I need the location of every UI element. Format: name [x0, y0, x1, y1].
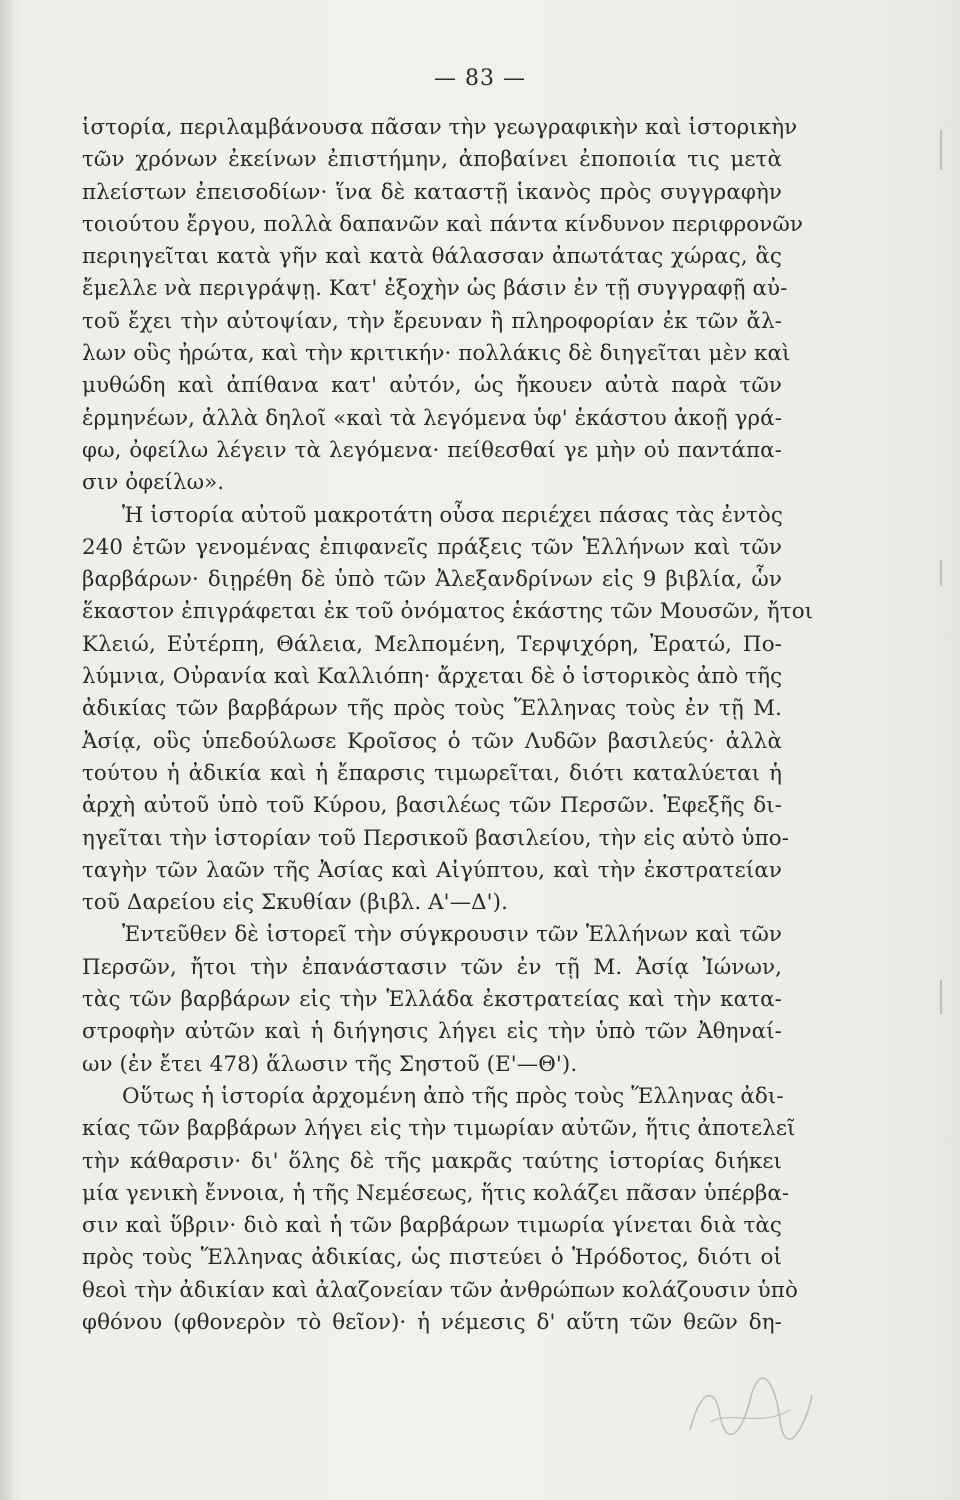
text-line: Περσῶν, ἤτοι τὴν ἐπανάστασιν τῶν ἐν τῇ Μ. Ἀσίᾳ Ἰώνων,	[82, 954, 782, 980]
page-number: — 83 —	[434, 66, 526, 91]
text-line: τοῦ ἔχει τὴν αὐτοψίαν, τὴν ἔρευναν ἢ πληροφορίαν ἐκ τῶν ἄλ-	[82, 308, 782, 334]
text-line: λύμνια, Οὐρανία καὶ Καλλιόπη· ἄρχεται δὲ ὁ ἱστορικὸς ἀπὸ τῆς	[82, 664, 783, 690]
text-line: θεοὶ τὴν ἀδικίαν καὶ ἀλαζονείαν τῶν ἀνθρώπων κολάζουσιν ὑπὸ	[82, 1277, 798, 1303]
text-line: πρὸς τοὺς Ἕλληνας ἀδικίας, ὡς πιστεύει ὁ Ἡρόδοτος, διότι οἱ	[82, 1245, 782, 1271]
text-line: σιν καὶ ὕβριν· διὸ καὶ ἡ τῶν βαρβάρων τιμωρία γίνεται διὰ τὰς	[82, 1213, 782, 1239]
text-line: ἑρμηνέων, ἀλλὰ δηλοῖ «καὶ τὰ λεγόμενα ὑφ' ἑκάστου ἀκοῇ γρά-	[82, 405, 783, 431]
text-line: κίας τῶν βαρβάρων λήγει εἰς τὴν τιμωρίαν αὐτῶν, ἥτις ἀποτελεῖ	[82, 1116, 796, 1142]
text-line: μία γενικὴ ἔννοια, ἡ τῆς Νεμέσεως, ἥτις κολάζει πᾶσαν ὑπέρβα-	[82, 1180, 790, 1206]
text-line: περιηγεῖται κατὰ γῆν καὶ κατὰ θάλασσαν ἀπωτάτας χώρας, ἃς	[82, 244, 782, 270]
text-line: Ἡ ἱστορία αὐτοῦ μακροτάτη οὖσα περιέχει πάσας τὰς ἐντὸς	[122, 502, 783, 528]
text-line: ἕκαστον ἐπιγράφεται ἐκ τοῦ ὀνόματος ἑκάστης τῶν Μουσῶν, ἤτοι	[82, 599, 814, 625]
text-line: πλείστων ἐπεισοδίων· ἵνα δὲ καταστῇ ἱκανὸς πρὸς συγγραφὴν	[82, 179, 782, 205]
body-text	[82, 112, 814, 1339]
text-line: ἀδικίας τῶν βαρβάρων τῆς πρὸς τοὺς Ἕλληνας τοὺς ἐν τῇ Μ.	[82, 696, 782, 722]
text-line: τὴν κάθαρσιν· δι' ὅλης δὲ τῆς μακρᾶς ταύτης ἱστορίας διήκει	[82, 1148, 782, 1174]
text-line: στροφὴν αὐτῶν καὶ ἡ διήγησις λήγει εἰς τὴν ὑπὸ τῶν Ἀθηναί-	[82, 1019, 782, 1045]
page-edge-mark	[940, 560, 942, 586]
handwritten-signature	[680, 1370, 820, 1450]
page-edge-mark	[940, 130, 942, 170]
text-line: ταγὴν τῶν λαῶν τῆς Ἀσίας καὶ Αἰγύπτου, καὶ τὴν ἐκστρατείαν	[82, 857, 782, 883]
text-line: 240 ἐτῶν γενομένας ἐπιφανεῖς πράξεις τῶν Ἑλλήνων καὶ τῶν	[82, 534, 782, 560]
page-edge-mark	[940, 980, 942, 1014]
text-line: λων οὓς ἠρώτα, καὶ τὴν κριτικήν· πολλάκις δὲ διηγεῖται μὲν καὶ	[82, 341, 791, 367]
text-line: τὰς τῶν βαρβάρων εἰς τὴν Ἑλλάδα ἐκστρατείας καὶ τὴν κατα-	[82, 987, 782, 1013]
text-line: ἔμελλε νὰ περιγράψῃ. Κατ' ἐξοχὴν ὡς βάσιν ἐν τῇ συγγραφῇ αὐ-	[82, 276, 788, 302]
text-line: μυθώδη καὶ ἀπίθανα κατ' αὐτόν, ὡς ἤκουεν αὐτὰ παρὰ τῶν	[82, 373, 782, 399]
text-line: ἱστορία, περιλαμβάνουσα πᾶσαν τὴν γεωγραφικὴν καὶ ἱστορικὴν	[82, 115, 798, 140]
text-line: Κλειώ, Εὐτέρπη, Θάλεια, Μελπομένη, Τερψιχόρη, Ἐρατώ, Πο-	[82, 631, 782, 657]
text-line: φθόνου (φθονερὸν τὸ θεῖον)· ἡ νέμεσις δ' αὕτη τῶν θεῶν δη-	[82, 1309, 782, 1335]
text-line: βαρβάρων· διῃρέθη δὲ ὑπὸ τῶν Ἀλεξανδρίνων εἰς 9 βιβλία, ὧν	[82, 567, 782, 593]
text-line: τῶν χρόνων ἐκείνων ἐπιστήμην, ἀποβαίνει ἐποποιία τις μετὰ	[82, 147, 782, 173]
text-line: ἀρχὴ αὐτοῦ ὑπὸ τοῦ Κύρου, βασιλέως τῶν Περσῶν. Ἐφεξῆς δι-	[82, 793, 782, 819]
text-line: ηγεῖται τὴν ἱστορίαν τοῦ Περσικοῦ βασιλείου, τὴν εἰς αὐτὸ ὑπο-	[82, 825, 790, 851]
text-line: τοιούτου ἔργου, πολλὰ δαπανῶν καὶ πάντα κίνδυνον περιφρονῶν	[82, 211, 803, 237]
text-line: τούτου ἡ ἀδικία καὶ ἡ ἔπαρσις τιμωρεῖται, διότι καταλύεται ἡ	[82, 760, 782, 786]
text-line: σιν ὀφείλω».	[82, 470, 225, 496]
page-spine-shadow	[0, 0, 14, 1500]
text-line: φω, ὀφείλω λέγειν τὰ λεγόμενα· πείθεσθαί γε μὴν οὐ παντάπα-	[82, 437, 782, 463]
text-line: Οὕτως ἡ ἱστορία ἀρχομένη ἀπὸ τῆς πρὸς τοὺς Ἕλληνας ἀδι-	[122, 1083, 784, 1109]
text-line: Ἐντεῦθεν δὲ ἱστορεῖ τὴν σύγκρουσιν τῶν Ἑλλήνων καὶ τῶν	[122, 922, 782, 948]
text-line: Ἀσίᾳ, οὓς ὑπεδούλωσε Κροῖσος ὁ τῶν Λυδῶν βασιλεύς· ἀλλὰ	[82, 728, 782, 754]
text-line: ων (ἐν ἔτει 478) ἅλωσιν τῆς Σηστοῦ (Ε'—Θ').	[82, 1051, 578, 1077]
text-line: τοῦ Δαρείου εἰς Σκυθίαν (βιβλ. Α'—Δ').	[82, 890, 509, 916]
